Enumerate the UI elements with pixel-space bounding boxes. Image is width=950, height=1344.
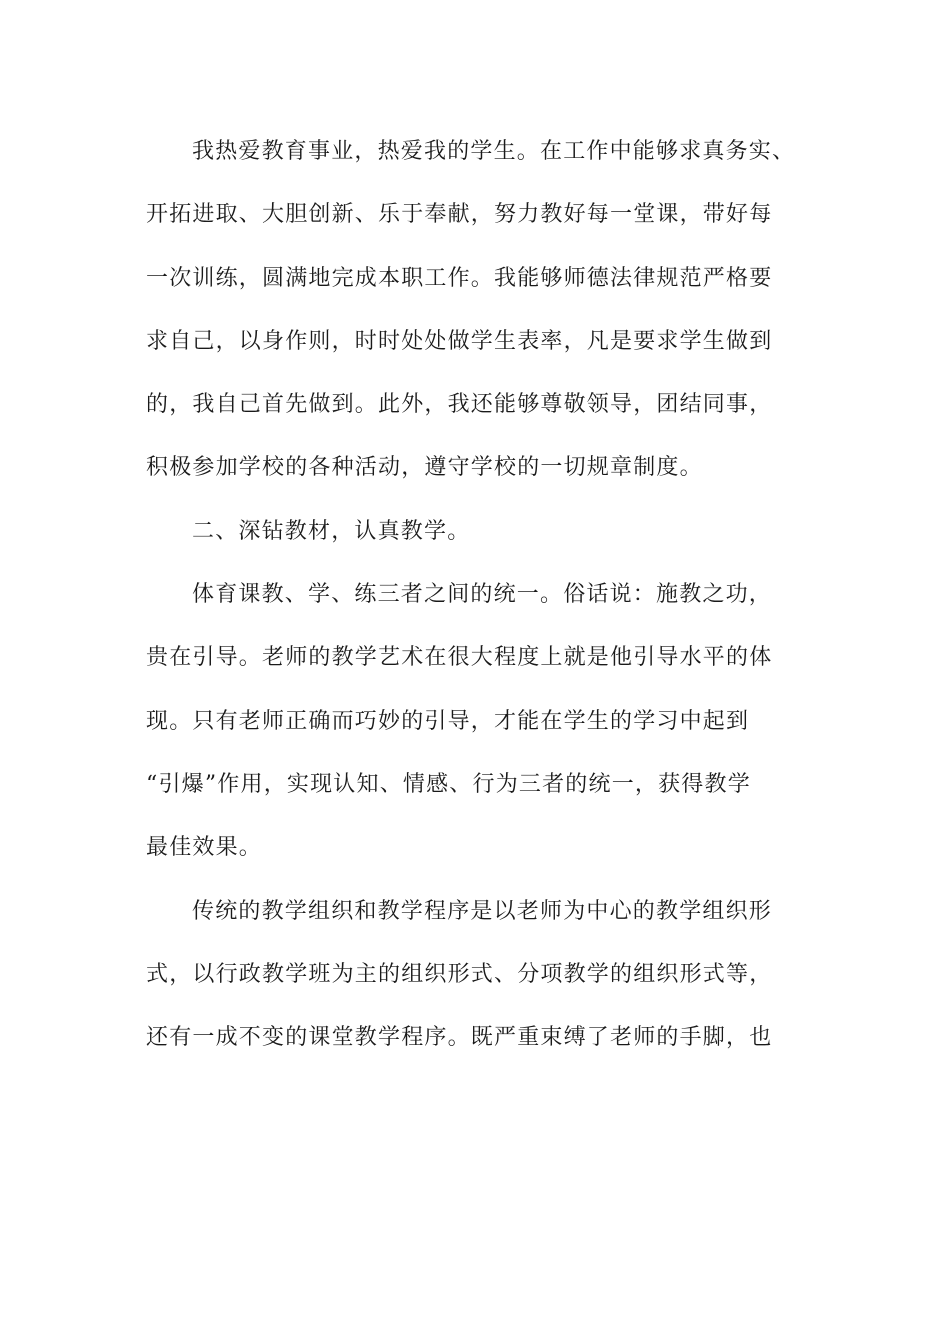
paragraph-1-line-5: 的，我自己首先做到。此外，我还能够尊敬领导，团结同事，: [146, 392, 773, 418]
paragraph-1-line-6: 积极参加学校的各种活动，遵守学校的一切规章制度。: [146, 455, 703, 481]
paragraph-2-line-1: 体育课教、学、练三者之间的统一。俗话说：施教之功，: [192, 582, 773, 608]
paragraph-2-line-4: “引爆”作用，实现认知、情感、行为三者的统一，获得教学: [146, 771, 751, 797]
paragraph-1-line-3: 一次训练，圆满地完成本职工作。我能够师德法律规范严格要: [146, 265, 773, 291]
paragraph-3-line-1: 传统的教学组织和教学程序是以老师为中心的教学组织形: [192, 898, 773, 924]
paragraph-1-line-1: 我热爱教育事业，热爱我的学生。在工作中能够求真务实、: [192, 139, 796, 164]
paragraph-3-line-2: 式，以行政教学班为主的组织形式、分项教学的组织形式等，: [146, 961, 773, 987]
paragraph-1-line-2: 开拓进取、大胆创新、乐于奉献，努力教好每一堂课，带好每: [146, 202, 773, 228]
paragraph-2-line-5: 最佳效果。: [146, 835, 263, 861]
paragraph-1-line-4: 求自己，以身作则，时时处处做学生表率，凡是要求学生做到: [146, 328, 773, 354]
paragraph-2-line-2: 贵在引导。老师的教学艺术在很大程度上就是他引导水平的体: [146, 645, 773, 671]
section-heading: 二、深钻教材，认真教学。: [192, 518, 471, 544]
paragraph-2-line-3: 现。只有老师正确而巧妙的引导，才能在学生的学习中起到: [146, 708, 750, 734]
document-body: [146, 126, 806, 1075]
paragraph-3-line-3: 还有一成不变的课堂教学程序。既严重束缚了老师的手脚，也: [146, 1025, 773, 1051]
